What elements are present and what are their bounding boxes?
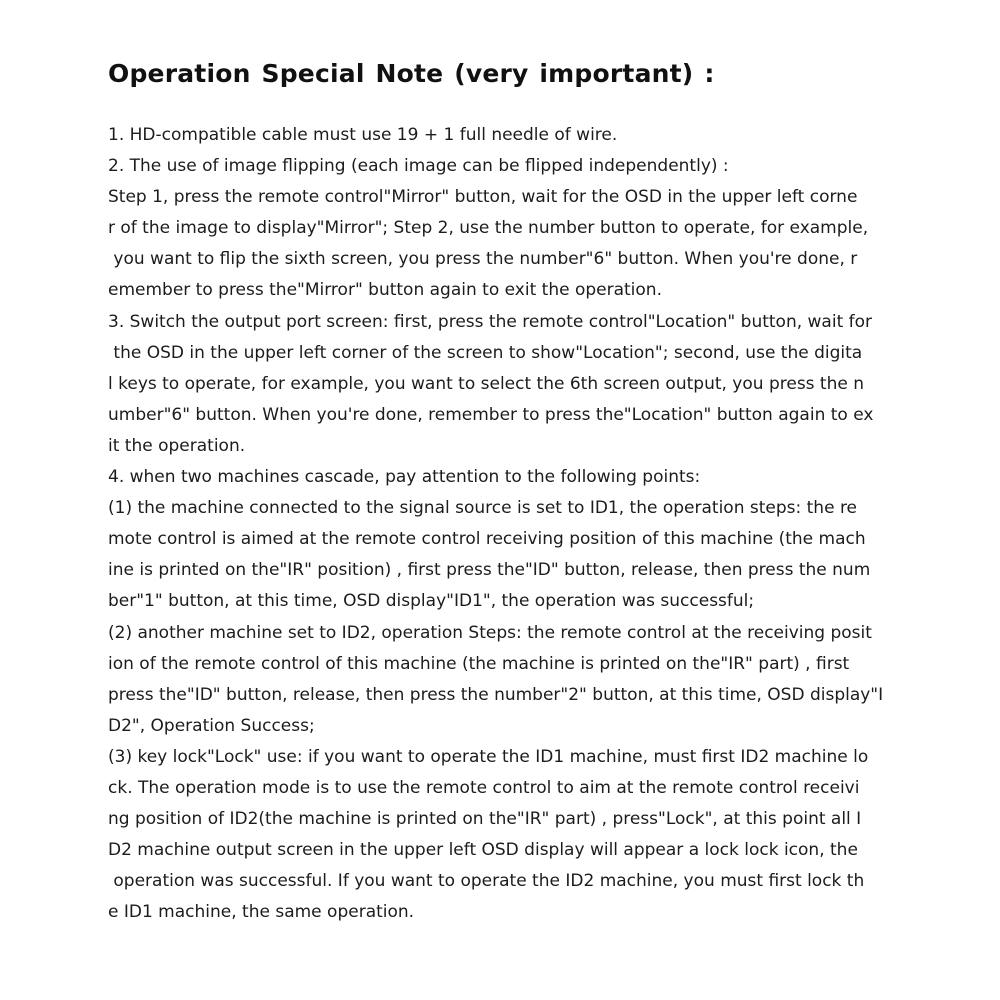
note-line-18: ion of the remote control of this machine (the machine is printed on the"IR" part) , first: [108, 653, 850, 674]
note-line-13: (1) the machine connected to the signal source is set to ID1, the operation steps: the re: [108, 498, 858, 519]
note-line-10: umber"6" button. When you're done, remember to press the"Location" button again to ex: [108, 404, 874, 425]
note-line-19: press the"ID" button, release, then press the number"2" button, at this time, OSD display"I: [108, 684, 884, 705]
note-line-3: Step 1, press the remote control"Mirror" button, wait for the OSD in the upper left corne: [108, 187, 858, 208]
note-line-16: ber"1" button, at this time, OSD display"ID1", the operation was successful;: [108, 591, 755, 612]
note-body: [108, 120, 908, 928]
note-line-21: (3) key lock"Lock" use: if you want to operate the ID1 machine, must first ID2 machine lo: [108, 746, 869, 767]
note-line-2: 2. The use of image flipping (each image can be flipped independently) :: [108, 156, 729, 177]
note-line-22: ck. The operation mode is to use the remote control to aim at the remote control receivi: [108, 777, 860, 798]
note-line-5: you want to flip the sixth screen, you press the number"6" button. When you're done, r: [108, 249, 858, 270]
note-line-12: 4. when two machines cascade, pay attention to the following points:: [108, 467, 701, 488]
note-line-20: D2", Operation Success;: [108, 715, 315, 736]
note-line-7: 3. Switch the output port screen: first, press the remote control"Location" button, wait for: [108, 311, 873, 332]
note-line-25: operation was successful. If you want to operate the ID2 machine, you must first lock th: [108, 871, 865, 892]
note-line-23: ng position of ID2(the machine is printed on the"IR" part) , press"Lock", at this point all I: [108, 809, 862, 830]
note-line-24: D2 machine output screen in the upper left OSD display will appear a lock lock icon, the: [108, 840, 858, 861]
note-line-11: it the operation.: [108, 435, 246, 456]
note-title: Operation Special Note (very important) :: [108, 59, 715, 88]
note-line-9: l keys to operate, for example, you want to select the 6th screen output, you press the n: [108, 373, 865, 394]
note-line-14: mote control is aimed at the remote control receiving position of this machine (the mach: [108, 529, 866, 550]
note-line-8: the OSD in the upper left corner of the screen to show"Location"; second, use the digita: [108, 342, 863, 363]
note-line-17: (2) another machine set to ID2, operation Steps: the remote control at the receiving posit: [108, 622, 872, 643]
note-line-6: emember to press the"Mirror" button again to exit the operation.: [108, 280, 662, 301]
note-line-15: ine is printed on the"IR" position) , first press the"ID" button, release, then press the num: [108, 560, 871, 581]
note-line-1: 1. HD-compatible cable must use 19 + 1 full needle of wire.: [108, 125, 618, 145]
note-line-26: e ID1 machine, the same operation.: [108, 902, 415, 923]
note-line-4: r of the image to display"Mirror"; Step 2, use the number button to operate, for example,: [108, 218, 869, 239]
